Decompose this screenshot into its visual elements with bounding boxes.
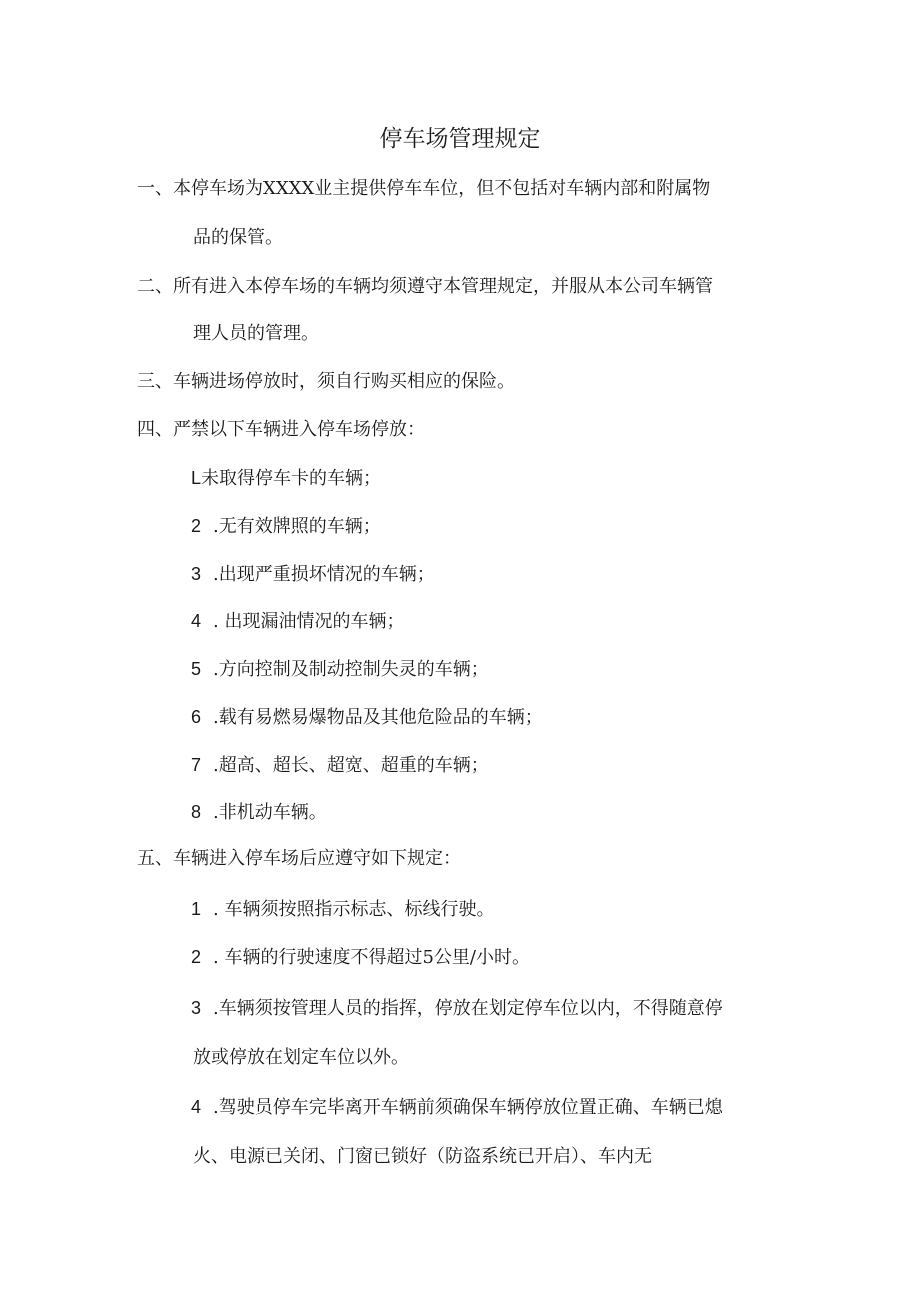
list-item	[191, 897, 494, 922]
clause-4	[137, 418, 425, 442]
list-marker: 2	[191, 947, 202, 967]
list-item-text: . 出现漏油情况的车辆；	[213, 611, 405, 632]
list-item	[191, 609, 404, 634]
list-item-text: .方向控制及制动控制失灵的车辆；	[213, 659, 489, 680]
clause-1-line-1	[137, 177, 710, 201]
page-title: 停车场管理规定	[379, 126, 541, 152]
list-item-text: . 车辆须按照指示标志、标线行驶。	[213, 899, 495, 920]
clause-5	[137, 847, 461, 871]
list-item	[191, 996, 723, 1021]
list-item	[191, 514, 381, 539]
list-marker: 8	[191, 802, 202, 822]
list-item	[191, 1095, 723, 1120]
list-marker: 6	[191, 707, 202, 727]
list-marker: 2	[191, 516, 202, 536]
list-marker: 1	[191, 899, 202, 919]
list-marker: 5	[191, 659, 202, 679]
list-item-continuation	[193, 1046, 409, 1070]
list-marker: 3	[191, 998, 202, 1018]
line-text: 放或停放在划定车位以外。	[193, 1047, 409, 1068]
line-text: 三、车辆进场停放时，须自行购买相应的保险。	[137, 371, 515, 392]
list-item	[191, 562, 435, 587]
list-item	[191, 753, 489, 778]
clause-1-line-2	[193, 226, 283, 250]
list-item-text: .非机动车辆。	[213, 802, 327, 823]
line-text: 火、电源已关闭、门窗已锁好（防盗系统已开启）、车内无	[193, 1146, 652, 1167]
line-text: 品的保管。	[193, 227, 283, 248]
clause-2-line-1	[137, 275, 713, 299]
list-item-text: .驾驶员停车完毕离开车辆前须确保车辆停放位置正确、车辆已熄	[213, 1097, 723, 1118]
list-marker: 4	[191, 611, 202, 631]
list-item	[191, 466, 381, 491]
line-text: 二、所有进入本停车场的车辆均须遵守本管理规定，并服从本公司车辆管	[137, 276, 713, 297]
list-item-text: .超高、超长、超宽、超重的车辆；	[213, 755, 489, 776]
list-item	[191, 800, 327, 825]
list-item-text: 未取得停车卡的车辆；	[201, 468, 382, 489]
line-text: 四、严禁以下车辆进入停车场停放：	[137, 419, 425, 440]
clause-2-line-2	[193, 322, 319, 346]
list-item	[191, 705, 543, 730]
list-item-text: .车辆须按管理人员的指挥，停放在划定停车位以内，不得随意停	[213, 998, 723, 1019]
list-item-continuation	[193, 1145, 652, 1169]
list-marker: 4	[191, 1097, 202, 1117]
line-text: 五、车辆进入停车场后应遵守如下规定：	[137, 848, 461, 869]
list-marker: 3	[191, 564, 202, 584]
line-text: 一、本停车场为XXXX业主提供停车车位，但不包括对车辆内部和附属物	[137, 178, 711, 199]
list-item-text: .出现严重损坏情况的车辆；	[213, 564, 435, 585]
list-marker: L	[191, 468, 202, 488]
clause-3	[137, 370, 515, 394]
line-text: 理人员的管理。	[193, 323, 319, 344]
list-item-text: .无有效牌照的车辆；	[213, 516, 381, 537]
list-marker: 7	[191, 755, 202, 775]
list-item	[191, 945, 530, 970]
list-item-text: . 车辆的行驶速度不得超过5公里/小时。	[213, 947, 530, 968]
list-item	[191, 657, 489, 682]
list-item-text: .载有易燃易爆物品及其他危险品的车辆；	[213, 707, 543, 728]
